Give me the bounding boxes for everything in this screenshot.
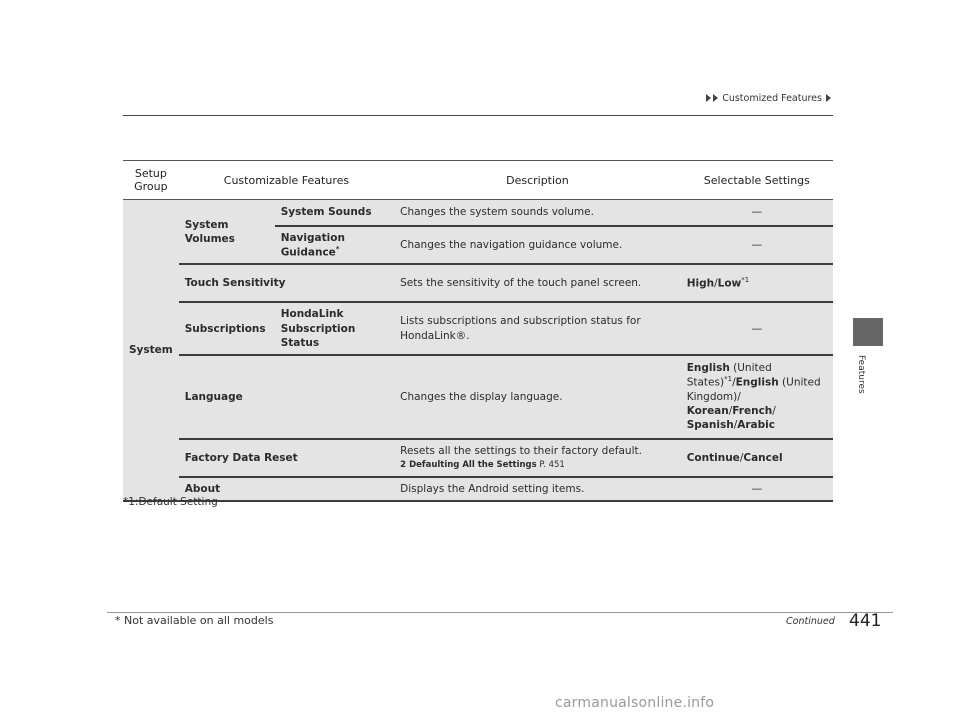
lang-french: French <box>732 405 773 418</box>
description: Sets the sensitivity of the touch panel screen. <box>394 264 681 302</box>
lang-note: (United Kingdom)/ <box>686 376 821 404</box>
feature-hondalink-status: HondaLink Subscription Status <box>275 302 394 355</box>
reference-page[interactable]: P. 451 <box>536 460 565 471</box>
setting-high: High <box>686 277 715 290</box>
breadcrumb[interactable] <box>705 93 832 104</box>
footnote-mark: *1 <box>741 276 750 284</box>
description: Changes the system sounds volume. <box>394 200 681 226</box>
description: Lists subscriptions and subscription status for HondaLink®. <box>394 302 681 355</box>
separator: / <box>728 405 733 418</box>
setting-value: — <box>681 477 833 501</box>
description: Displays the Android setting items. <box>394 477 681 501</box>
cross-reference-link[interactable] <box>400 460 675 471</box>
section-tab <box>853 318 883 346</box>
footnote: *1:Default Setting <box>123 496 218 508</box>
lang-english-us: English <box>686 362 730 375</box>
chevron-right-icon <box>706 94 711 102</box>
page-number: 441 <box>849 611 882 631</box>
feature-system-sounds: System Sounds <box>275 200 394 226</box>
table-row <box>123 264 833 302</box>
lang-korean: Korean <box>686 405 729 418</box>
header-divider <box>123 115 833 116</box>
table-row <box>123 200 833 226</box>
lang-english-uk: English <box>735 376 779 389</box>
description: Changes the display language. <box>394 355 681 439</box>
setting-value <box>681 355 833 439</box>
setting-value: — <box>681 302 833 355</box>
setting-value: — <box>681 200 833 226</box>
footnote-mark: *1 <box>724 375 733 384</box>
setting-cancel: Cancel <box>743 451 783 464</box>
lang-arabic: Arabic <box>737 419 775 432</box>
separator: / <box>739 451 744 464</box>
footnote-mark: * <box>335 244 340 253</box>
feature-factory-reset: Factory Data Reset <box>179 439 394 477</box>
separator: / <box>714 277 718 290</box>
setting-value <box>681 439 833 477</box>
col-header-settings: Selectable Settings <box>703 173 810 187</box>
lang-spanish: Spanish <box>686 419 734 432</box>
watermark: carmanualsonline.info <box>555 695 715 711</box>
reference-icon: 2 <box>400 460 407 471</box>
description: Changes the navigation guidance volume. <box>394 226 681 265</box>
feature-about: About <box>179 477 394 501</box>
description <box>394 439 681 477</box>
separator: / <box>772 405 776 418</box>
feature-subscriptions: Subscriptions <box>179 302 275 355</box>
col-header-description: Description <box>506 173 569 187</box>
setting-value <box>681 264 833 302</box>
feature-touch-sensitivity: Touch Sensitivity <box>179 264 394 302</box>
setting-continue: Continue <box>686 451 740 464</box>
col-header-feature: Customizable Features <box>223 173 350 187</box>
separator: / <box>733 419 738 432</box>
table-row <box>123 477 833 501</box>
setting-low: Low <box>717 277 742 290</box>
feature-label: Navigation Guidance <box>280 231 345 259</box>
reference-title[interactable]: Defaulting All the Settings <box>409 460 537 471</box>
feature-navigation-guidance <box>275 226 394 265</box>
section-label: Features <box>856 355 866 394</box>
description-text: Resets all the settings to their factory default. <box>400 445 642 458</box>
separator: / <box>732 376 736 389</box>
availability-note: * Not available on all models <box>115 614 274 627</box>
setting-value: — <box>681 226 833 265</box>
continued-label: Continued <box>786 616 835 627</box>
chevron-right-icon <box>713 94 718 102</box>
chevron-right-icon <box>826 94 831 102</box>
table-row <box>123 302 833 355</box>
breadcrumb-label[interactable]: Customized Features <box>722 93 822 104</box>
table-row <box>123 439 833 477</box>
setup-group-system: System <box>123 200 179 502</box>
table-header-row <box>123 161 833 200</box>
col-header-group: Setup Group <box>134 167 168 193</box>
feature-language: Language <box>179 355 394 439</box>
lang-note: (United States) <box>686 362 772 389</box>
table-row <box>123 355 833 439</box>
feature-system-volumes: System Volumes <box>179 200 275 265</box>
settings-table <box>123 160 833 502</box>
